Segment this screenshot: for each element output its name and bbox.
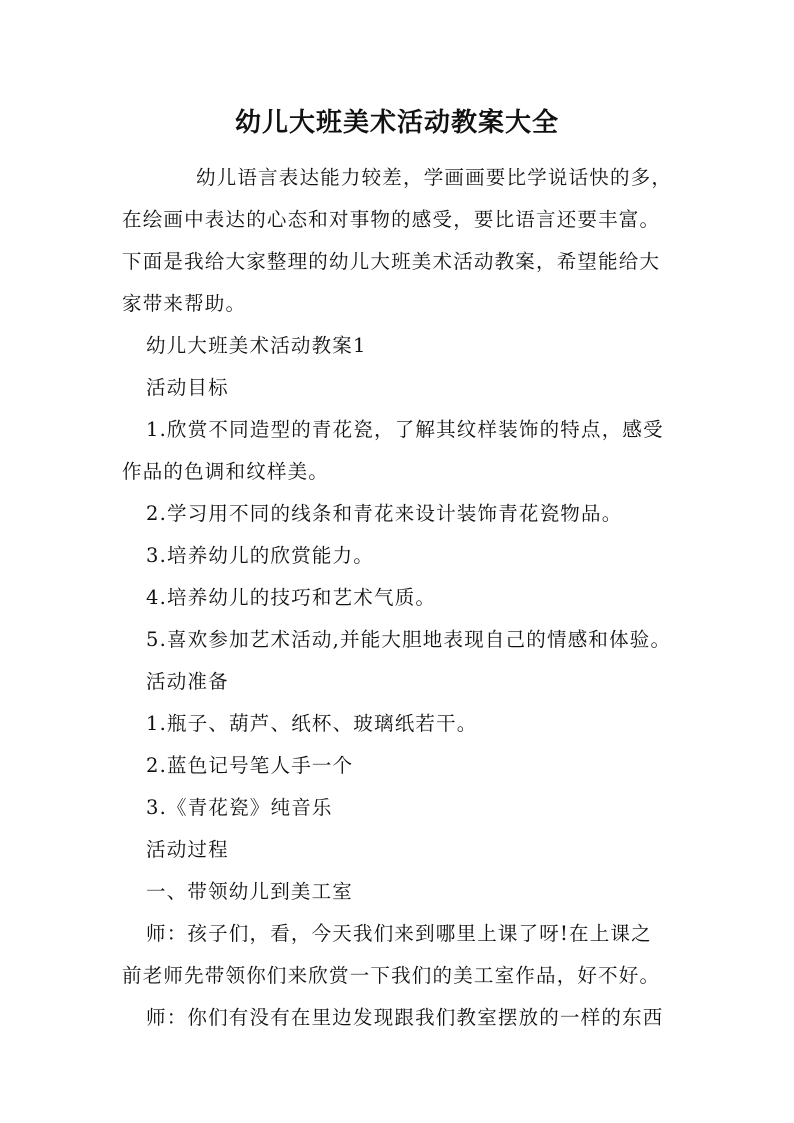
document-title: 幼儿大班美术活动教案大全 bbox=[234, 108, 559, 138]
prep-heading: 活动准备 bbox=[146, 670, 229, 693]
process-dialogue: 师：孩子们，看，今天我们来到哪里上课了呀!在上课之 bbox=[146, 922, 652, 945]
goal-item: 2.学习用不同的线条和青花来设计装饰青花瓷物品。 bbox=[146, 502, 623, 525]
goal-item-continuation: 作品的色调和纹样美。 bbox=[122, 460, 330, 483]
prep-item: 1.瓶子、葫芦、纸杯、玻璃纸若干。 bbox=[146, 712, 478, 735]
process-heading: 活动过程 bbox=[146, 838, 229, 861]
goals-heading: 活动目标 bbox=[146, 376, 229, 399]
section-heading: 幼儿大班美术活动教案1 bbox=[146, 334, 367, 357]
goal-item: 5.喜欢参加艺术活动,并能大胆地表现自己的情感和体验。 bbox=[146, 628, 672, 651]
process-dialogue: 师：你们有没有在里边发现跟我们教室摆放的一样的东西 bbox=[146, 1006, 664, 1029]
prep-item: 2.蓝色记号笔人手一个 bbox=[146, 754, 354, 777]
goal-item: 3.培养幼儿的欣赏能力。 bbox=[146, 544, 375, 567]
intro-line: 幼儿语言表达能力较差，学画画要比学说话快的多， bbox=[196, 166, 673, 189]
goal-item: 1.欣赏不同造型的青花瓷，了解其纹样装饰的特点，感受 bbox=[146, 418, 664, 441]
intro-line: 下面是我给大家整理的幼儿大班美术活动教案，希望能给大 bbox=[122, 250, 661, 273]
intro-line: 家带来帮助。 bbox=[122, 292, 247, 315]
prep-item: 3.《青花瓷》纯音乐 bbox=[146, 796, 333, 819]
process-item: 一、带领幼儿到美工室 bbox=[146, 880, 354, 903]
intro-line: 在绘画中表达的心态和对事物的感受，要比语言还要丰富。 bbox=[122, 208, 661, 231]
goal-item: 4.培养幼儿的技巧和艺术气质。 bbox=[146, 586, 437, 609]
process-dialogue-continuation: 前老师先带领你们来欣赏一下我们的美工室作品，好不好。 bbox=[122, 964, 661, 987]
